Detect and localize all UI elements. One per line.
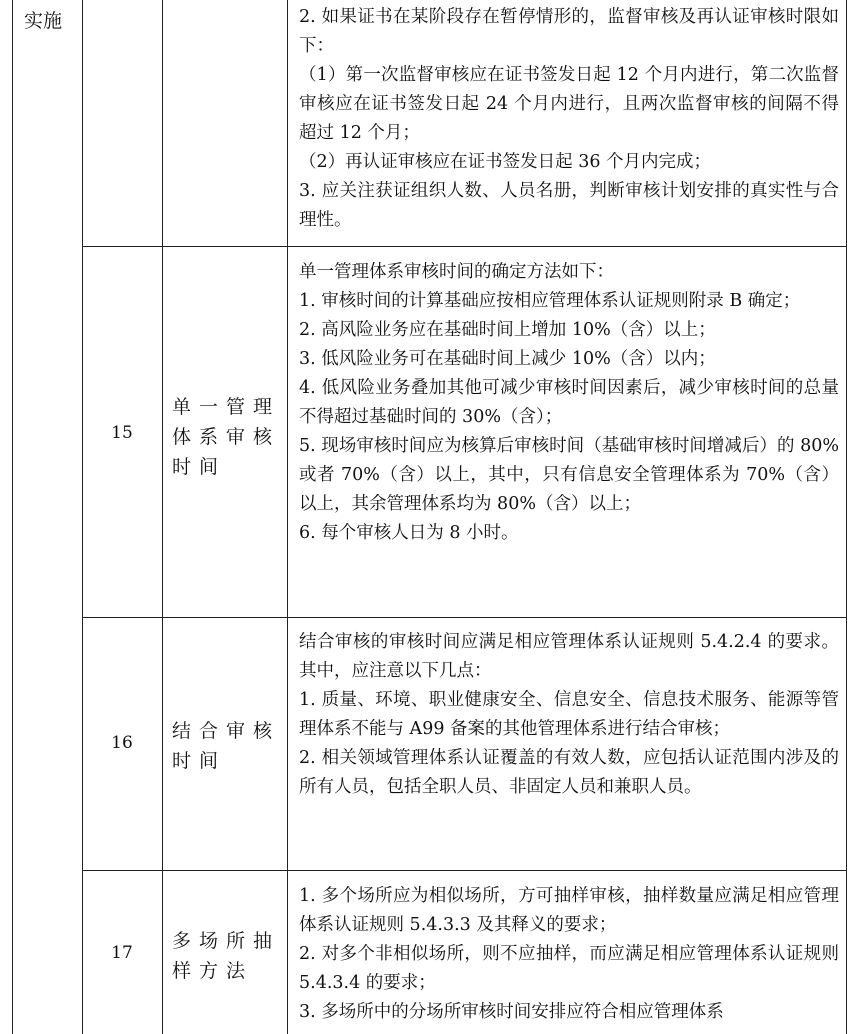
- content-line: 6. 每个审核人日为 8 小时。: [299, 523, 519, 543]
- content-line: （2）再认证审核应在证书签发日起 36 个月内完成；: [299, 152, 712, 172]
- content-line: 单一管理体系审核时间的确定方法如下：: [299, 262, 614, 282]
- row-divider: [82, 617, 847, 618]
- content-line: 2. 对多个非相似场所，则不应抽样，而应满足相应管理体系认证规则 5.4.3.4 的要求；: [299, 944, 839, 993]
- column-divider: [82, 0, 83, 1034]
- content-line: 2. 高风险业务应在基础时间上增加 10%（含）以上；: [299, 320, 716, 340]
- content-line: 结合审核的审核时间应满足相应管理体系认证规则 5.4.2.4 的要求。其中，应注意以下几点：: [299, 632, 839, 681]
- table-border-right: [846, 0, 847, 1034]
- table-border-left: [12, 0, 13, 1034]
- row-number: 15: [111, 423, 133, 443]
- content-line: 1. 审核时间的计算基础应按相应管理体系认证规则附录 B 确定；: [299, 291, 801, 311]
- column-divider: [287, 0, 288, 1034]
- row-title: 单一管理体系审核时间: [172, 396, 281, 478]
- content-line: 5. 现场审核时间应为核算后审核时间（基础审核时间增减后）的 80%或者 70%（含）以上，其中，只有信息安全管理体系为 70%（含）以上，其余管理体系均为 80%（含）以上；: [299, 436, 839, 514]
- row-number: 16: [111, 733, 133, 753]
- content-line: 4. 低风险业务叠加其他可减少审核时间因素后，减少审核时间的总量不得超过基础时间的 30%（含）；: [299, 378, 839, 427]
- row-divider: [82, 246, 847, 247]
- content-line: 2. 相关领域管理体系认证覆盖的有效人数，应包括认证范围内涉及的所有人员，包括全职人员、非固定人员和兼职人员。: [299, 748, 839, 797]
- content-line: （1）第一次监督审核应在证书签发日起 12 个月内进行，第二次监督审核应在证书签发日起 24 个月内进行，且两次监督审核的间隔不得超过 12 个月；: [299, 65, 839, 143]
- row-content: [299, 882, 839, 1027]
- content-line: 2. 如果证书在某阶段存在暂停情形的，监督审核及再认证审核时限如下：: [299, 7, 839, 56]
- row-content: [299, 258, 839, 548]
- content-line: 1. 质量、环境、职业健康安全、信息安全、信息技术服务、能源等管理体系不能与 A99 备案的其他管理体系进行结合审核；: [299, 690, 839, 739]
- content-line: 3. 多场所中的分场所审核时间安排应符合相应管理体系: [299, 1002, 724, 1022]
- phase-label: 实施: [24, 10, 63, 32]
- content-line: 3. 应关注获证组织人数、人员名册，判断审核计划安排的真实性与合理性。: [299, 181, 839, 230]
- column-divider: [162, 0, 163, 1034]
- row-title: 结合审核时间: [172, 720, 281, 772]
- row-number: 17: [111, 943, 133, 963]
- content-line: 3. 低风险业务可在基础时间上减少 10%（含）以内；: [299, 349, 716, 369]
- content-line: 1. 多个场所应为相似场所，方可抽样审核，抽样数量应满足相应管理体系认证规则 5.4.3.3 及其释义的要求；: [299, 886, 839, 935]
- row-content: [299, 3, 839, 235]
- row-title: 多场所抽样方法: [172, 930, 281, 982]
- row-divider: [82, 870, 847, 871]
- row-content: [299, 628, 839, 802]
